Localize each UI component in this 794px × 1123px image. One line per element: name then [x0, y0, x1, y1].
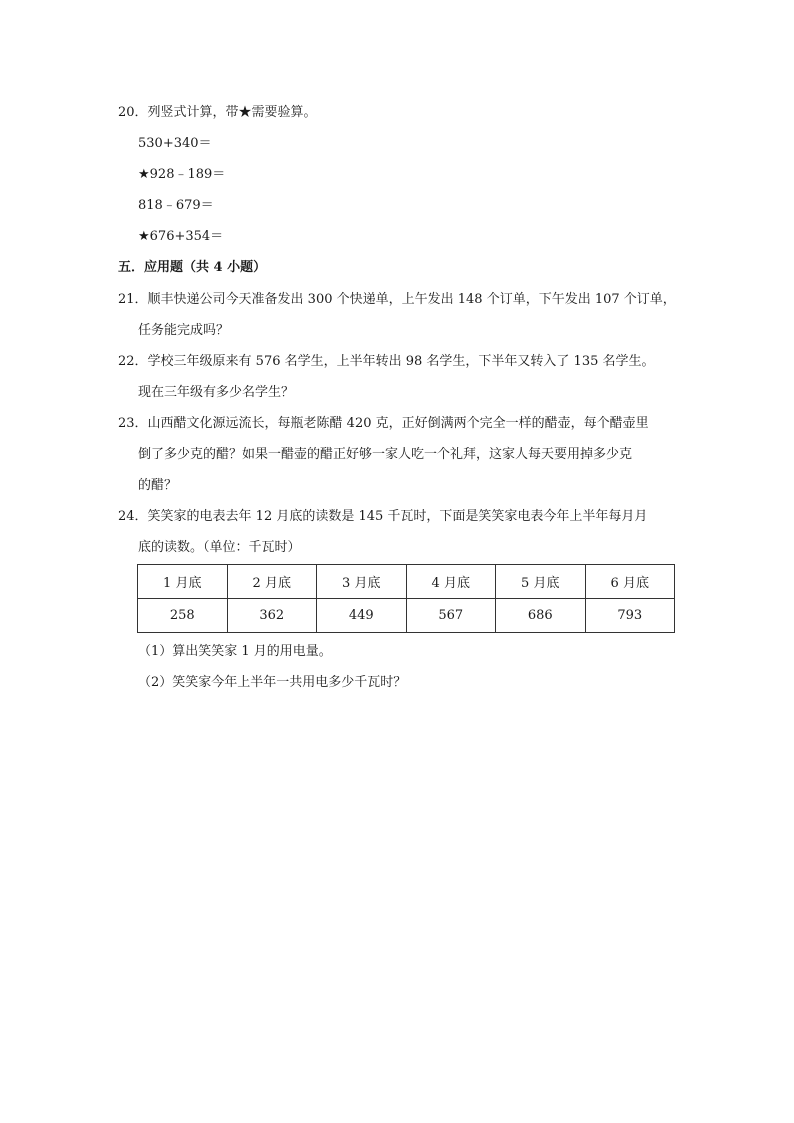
- q24-line-1: 24．笑笑家的电表去年 12 月底的读数是 145 千瓦时，下面是笑笑家电表今年上半年每月月: [118, 509, 648, 524]
- q20-item-3: 818﹣679＝: [138, 198, 214, 213]
- table-value-cell: 686: [496, 599, 586, 633]
- table-header-cell: 3 月底: [317, 565, 407, 599]
- q20-item-2: ★928﹣189＝: [138, 167, 226, 182]
- table-row: [138, 599, 675, 633]
- table-value-cell: 793: [585, 599, 675, 633]
- table-header-row: [138, 565, 675, 599]
- q23-line-1: 23．山西醋文化源远流长，每瓶老陈醋 420 克，正好倒满两个完全一样的醋壶，每个醋壶里: [118, 416, 649, 431]
- q23-line-2: 倒了多少克的醋？如果一醋壶的醋正好够一家人吃一个礼拜，这家人每天要用掉多少克: [138, 447, 633, 462]
- q20-item-1: 530+340＝: [138, 136, 212, 151]
- q24-sub-2: （2）笑笑家今年上半年一共用电多少千瓦时？: [138, 675, 407, 690]
- table-value-cell: 258: [138, 599, 228, 633]
- table-value-cell: 449: [317, 599, 407, 633]
- q22-line-2: 现在三年级有多少名学生？: [138, 385, 295, 400]
- table-header-cell: 2 月底: [227, 565, 317, 599]
- table-header-cell: 1 月底: [138, 565, 228, 599]
- table-value-cell: 567: [406, 599, 496, 633]
- q20-title: 20．列竖式计算，带★需要验算。: [118, 105, 317, 120]
- table-header-cell: 5 月底: [496, 565, 586, 599]
- meter-readings-table: [137, 564, 675, 633]
- q22-line-1: 22．学校三年级原来有 576 名学生，上半年转出 98 名学生，下半年又转入了 135 名学生。: [118, 354, 655, 369]
- q21-line-1: 21．顺丰快递公司今天准备发出 300 个快递单，上午发出 148 个订单，下午发出 107 个订单，: [118, 292, 676, 307]
- q23-line-3: 的醋？: [138, 478, 178, 493]
- section-heading: 五．应用题（共 4 小题）: [118, 260, 267, 275]
- table-value-cell: 362: [227, 599, 317, 633]
- q24-sub-1: （1）算出笑笑家 1 月的用电量。: [138, 644, 332, 659]
- table-header-cell: 6 月底: [585, 565, 675, 599]
- q21-line-2: 任务能完成吗？: [138, 323, 230, 338]
- table-header-cell: 4 月底: [406, 565, 496, 599]
- q20-item-4: ★676+354＝: [138, 229, 224, 244]
- q24-line-2: 底的读数。（单位：千瓦时）: [138, 540, 301, 555]
